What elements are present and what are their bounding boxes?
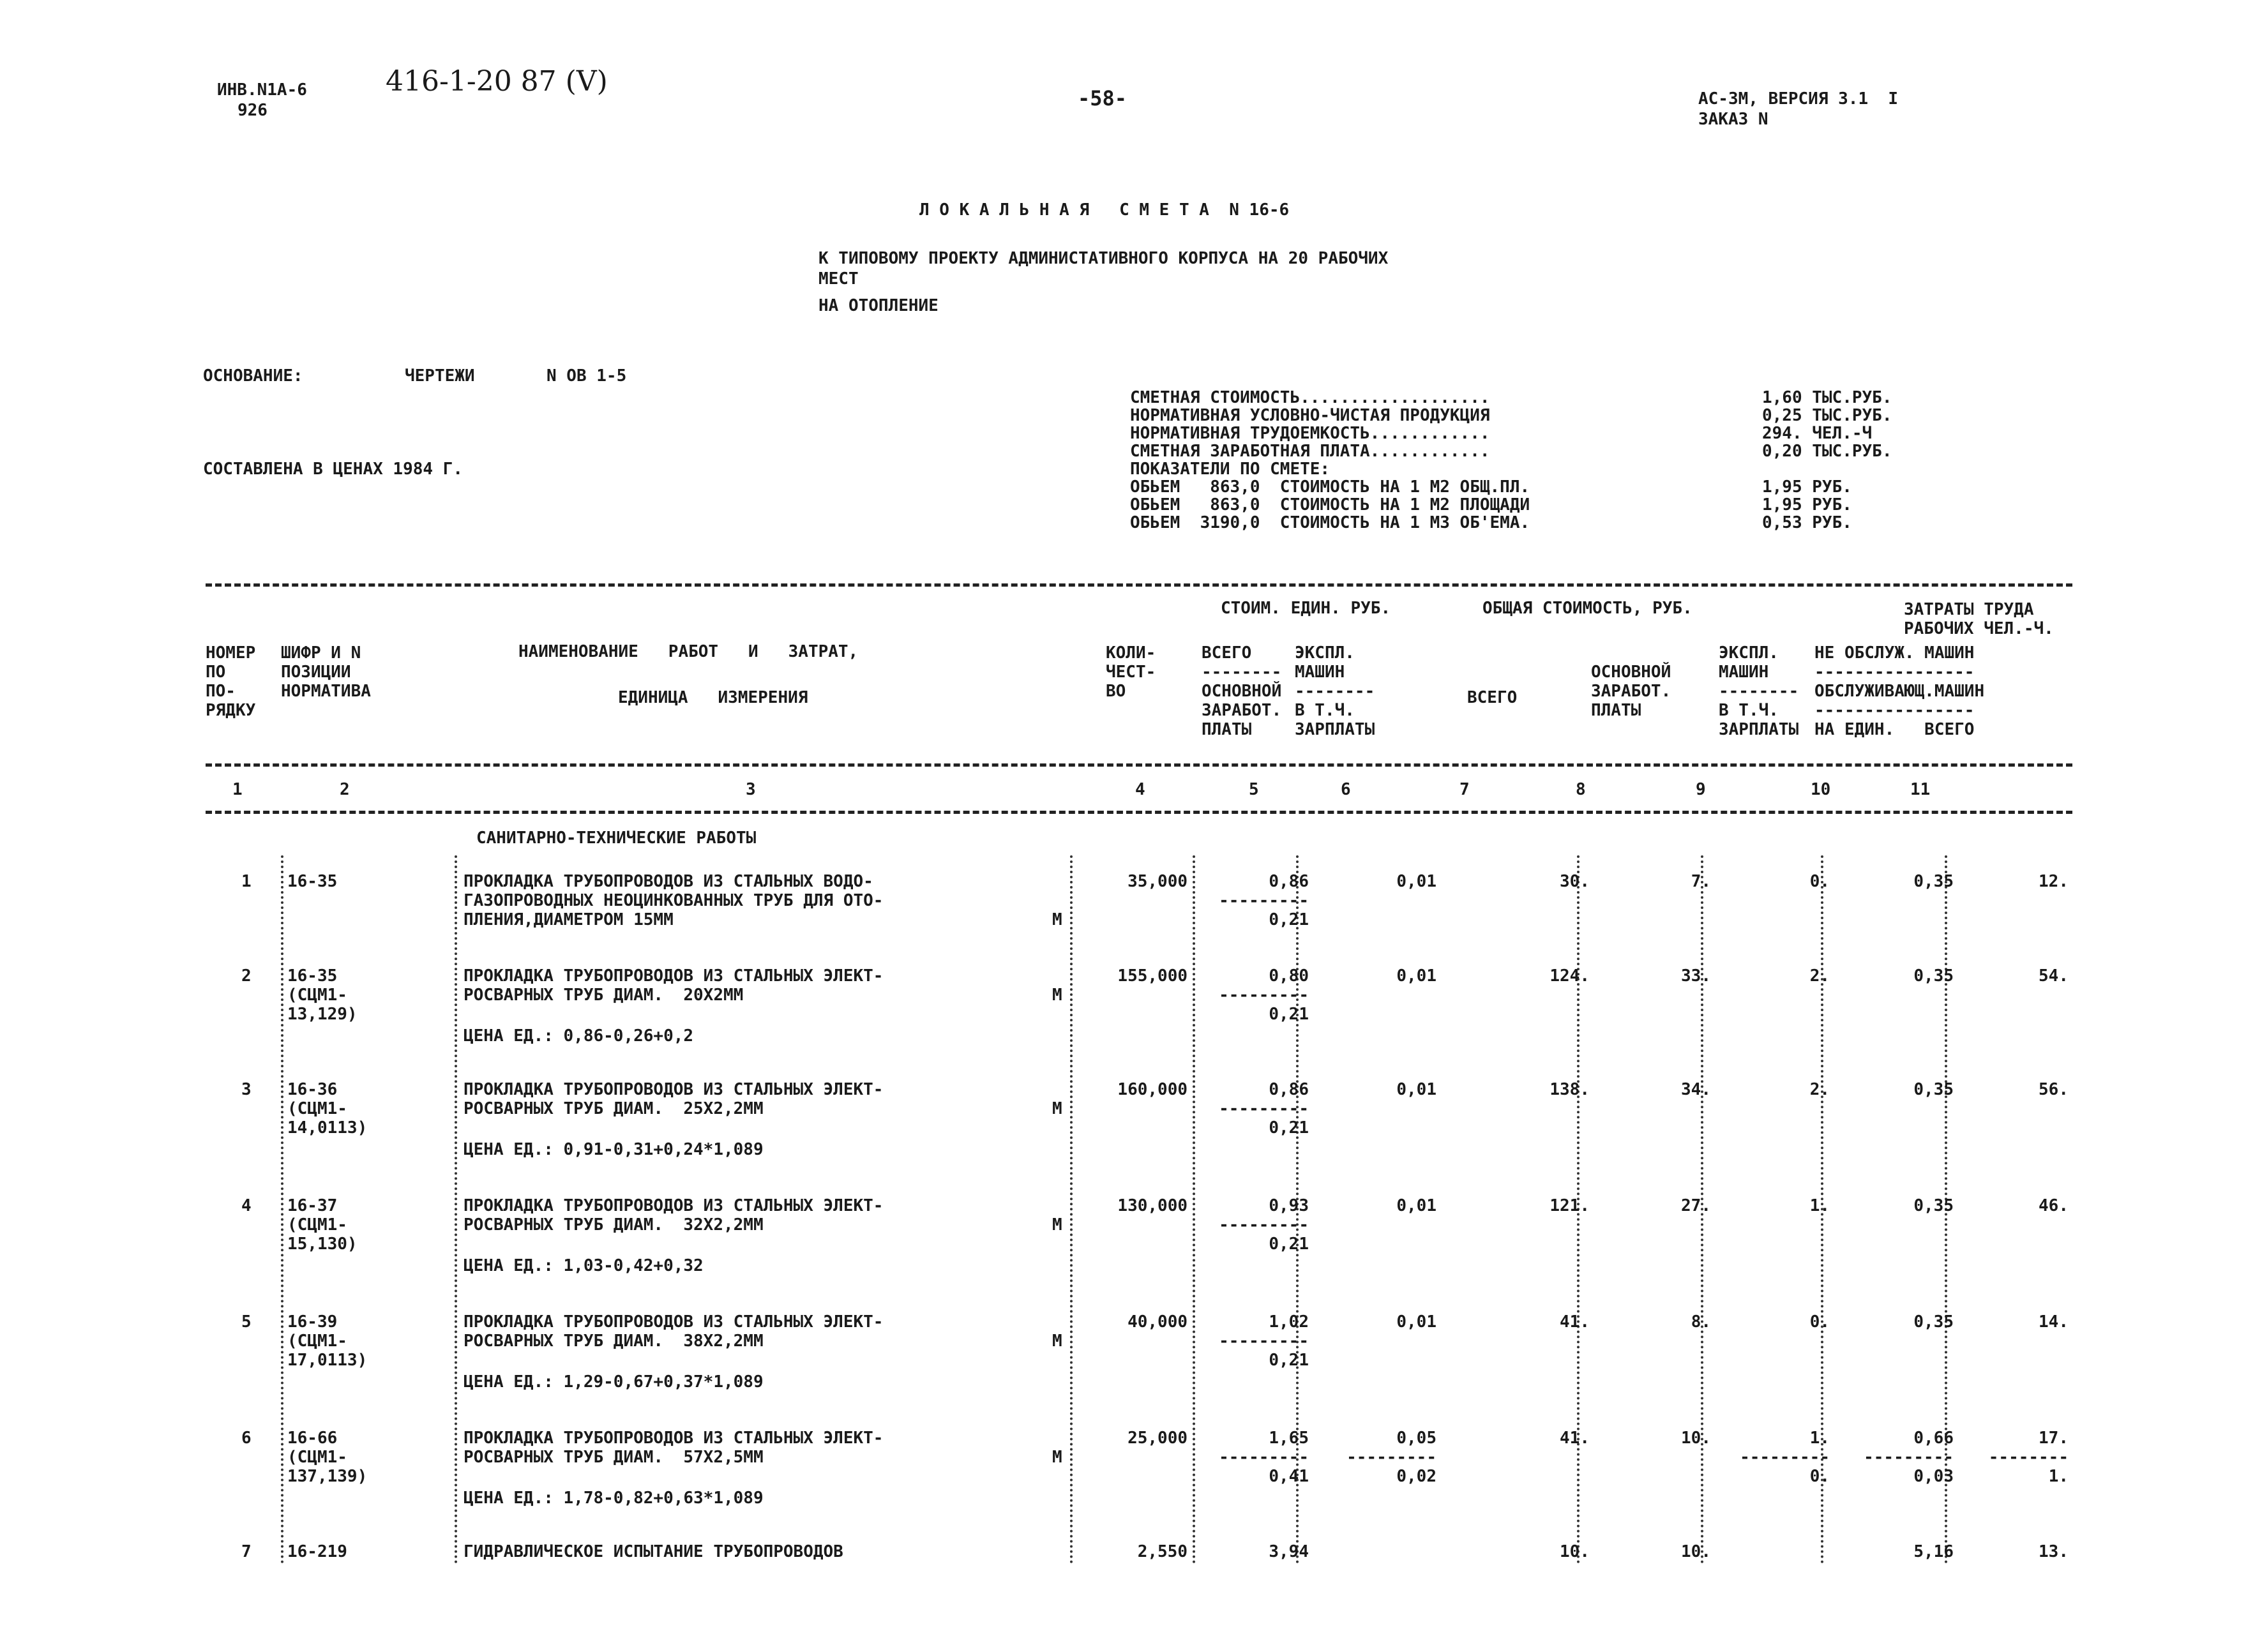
unit-sep: --------- [1219,1099,1309,1118]
table-row [0,1198,2262,1306]
header-total-cost: ОБЩАЯ СТОИМОСТЬ, РУБ. [1482,599,1693,618]
total-wages-cell: 34. [1681,1080,1711,1099]
column-number: 8 [1576,780,1586,799]
unit-machines-cell: 0,05 [1396,1429,1436,1448]
work-description: ПРОКЛАДКА ТРУБОПРОВОДОВ ИЗ СТАЛЬНЫХ ЭЛЕКТ- [464,1196,884,1215]
total-cell: 30. [1560,872,1590,891]
unit-machines-cell: 0,01 [1396,1196,1436,1215]
work-description: ПРОКЛАДКА ТРУБОПРОВОДОВ ИЗ СТАЛЬНЫХ ЭЛЕКТ- [464,966,884,986]
row-number: 3 [241,1080,252,1099]
labor-total-sep: -------- [1988,1448,2069,1467]
labor-unit-sep: --------- [1864,1448,1954,1467]
work-description: ПРОКЛАДКА ТРУБОПРОВОДОВ ИЗ СТАЛЬНЫХ ВОДО- [464,872,873,891]
total-wages-cell: 8. [1691,1312,1711,1332]
row-number: 6 [241,1429,252,1448]
work-description: РОСВАРНЫХ ТРУБ ДИАМ. 32Х2,2ММ [464,1215,764,1235]
work-description: ПЛЕНИЯ,ДИАМЕТРОМ 15ММ [464,910,674,929]
header-norm-code: ШИФР И N ПОЗИЦИИ НОРМАТИВА [281,643,371,701]
basis-drawings: ЧЕРТЕЖИ [405,366,475,386]
column-number: 2 [340,780,350,799]
labor-unit-service-cell: 0,03 [1913,1467,1954,1486]
header-total-machines: ЭКСПЛ. МАШИН -------- В Т.Ч. ЗАРПЛАТЫ [1719,643,1799,739]
summary-label: СМЕТНАЯ ЗАРАБОТНАЯ ПЛАТА............ [1130,442,1490,461]
unit-wages-cell: 0,21 [1269,910,1309,929]
header-work-name: НАИМЕНОВАНИЕ РАБОТ И ЗАТРАТ, [518,642,859,661]
summary-label: СМЕТНАЯ СТОИМОСТЬ................... [1130,388,1490,407]
header-quantity: КОЛИ- ЧЕСТ- ВО [1106,643,1156,701]
labor-total-service-cell: 1. [2048,1467,2069,1486]
norm-code: 137,139) [287,1467,368,1486]
work-unit: М [1052,910,1062,929]
header-unit-total: ВСЕГО -------- ОСНОВНОЙ ЗАРАБОТ. ПЛАТЫ [1202,643,1282,739]
handwritten-project-code: 416-1-20 87 (V) [386,65,608,98]
summary-value: 1,60 ТЫС.РУБ. [1762,388,1892,407]
work-unit: М [1052,1215,1062,1235]
labor-total-cell: 14. [2039,1312,2069,1332]
unit-total-cell: 0,86 [1269,872,1309,891]
total-machines-wages-cell: 0. [1809,1467,1830,1486]
quantity-cell: 2,550 [1137,1542,1188,1561]
unit-wages-cell: 0,21 [1269,1351,1309,1370]
column-number: 9 [1696,780,1706,799]
unit-machines-cell: 0,01 [1396,1312,1436,1332]
total-machines-cell: 1. [1809,1196,1830,1215]
basis-drawing-number: N ОВ 1-5 [547,366,627,386]
order-number: ЗАКАЗ N [1698,110,1768,129]
unit-sep: --------- [1219,891,1309,910]
column-number: 3 [746,780,756,799]
summary-label: ОБЬЕМ 863,0 СТОИМОСТЬ НА 1 М2 ПЛОЩАДИ [1130,495,1530,514]
total-cell: 121. [1549,1196,1590,1215]
table-row [0,872,2262,986]
total-wages-cell: 10. [1681,1429,1711,1448]
table-row [0,1430,2262,1538]
document-subtitle-2: МЕСТ [818,269,859,289]
norm-code: (СЦМ1- [287,986,347,1005]
total-cell: 41. [1560,1312,1590,1332]
inventory-label: ИНВ.N1А-6 [217,80,307,100]
work-description: РОСВАРНЫХ ТРУБ ДИАМ. 57Х2,5ММ [464,1448,764,1467]
header-total-wages: ОСНОВНОЙ ЗАРАБОТ. ПЛАТЫ [1591,663,1671,720]
norm-code: (СЦМ1- [287,1448,347,1467]
unit-total-cell: 0,80 [1269,966,1309,986]
labor-unit-cell: 0,35 [1913,1080,1954,1099]
work-description: РОСВАРНЫХ ТРУБ ДИАМ. 20Х2ММ [464,986,744,1005]
header-row-number: НОМЕР ПО ПО- РЯДКУ [206,643,256,720]
summary-value: 0,20 ТЫС.РУБ. [1762,442,1892,461]
unit-machines-sep: --------- [1346,1448,1436,1467]
unit-wages-cell: 0,21 [1269,1005,1309,1024]
column-number: 4 [1135,780,1145,799]
header-total-all: ВСЕГО [1467,688,1518,707]
norm-code: 13,129) [287,1005,358,1024]
summary-label: НОРМАТИВНАЯ ТРУДОЕМКОСТЬ............ [1130,424,1490,443]
labor-unit-cell: 0,35 [1913,1312,1954,1332]
column-number: 1 [232,780,243,799]
unit-total-cell: 1,65 [1269,1429,1309,1448]
header-unit-machines: ЭКСПЛ. МАШИН -------- В Т.Ч. ЗАРПЛАТЫ [1295,643,1375,739]
norm-code: 16-36 [287,1080,338,1099]
total-machines-cell: 2. [1809,1080,1830,1099]
work-unit: М [1052,986,1062,1005]
quantity-cell: 40,000 [1127,1312,1188,1332]
summary-label: НОРМАТИВНАЯ УСЛОВНО-ЧИСТАЯ ПРОДУКЦИЯ [1130,406,1490,425]
norm-code: (СЦМ1- [287,1332,347,1351]
total-machines-cell: 0. [1809,1312,1830,1332]
norm-code: 14,0113) [287,1118,368,1138]
norm-code: 16-66 [287,1429,338,1448]
work-unit: М [1052,1448,1062,1467]
header-work-unit: ЕДИНИЦА ИЗМЕРЕНИЯ [618,688,808,707]
summary-value: 0,53 РУБ. [1762,513,1852,532]
program-version: АС-ЗМ, ВЕРСИЯ 3.1 I [1698,89,1899,109]
labor-total-cell: 54. [2039,966,2069,986]
norm-code: 16-219 [287,1542,347,1561]
summary-value: 294. ЧЕЛ.-Ч [1762,424,1873,443]
unit-price-formula: ЦЕНА ЕД.: 0,86-0,26+0,2 [464,1026,694,1046]
norm-code: 16-35 [287,966,338,986]
column-number: 5 [1249,780,1259,799]
total-cell: 10. [1560,1542,1590,1561]
summary-value: 1,95 РУБ. [1762,495,1852,514]
quantity-cell: 160,000 [1117,1080,1188,1099]
unit-price-formula: ЦЕНА ЕД.: 1,29-0,67+0,37*1,089 [464,1372,764,1392]
unit-price-formula: ЦЕНА ЕД.: 1,03-0,42+0,32 [464,1256,704,1275]
work-description: РОСВАРНЫХ ТРУБ ДИАМ. 25Х2,2ММ [464,1099,764,1118]
summary-label: ПОКАЗАТЕЛИ ПО СМЕТЕ: [1130,460,1331,479]
header-unit-cost: СТОИМ. ЕДИН. РУБ. [1221,599,1391,618]
labor-unit-cell: 0,35 [1913,872,1954,891]
row-number: 2 [241,966,252,986]
header-labor: ЗАТРАТЫ ТРУДА РАБОЧИХ ЧЕЛ.-Ч. [1904,600,2054,638]
table-row [0,1081,2262,1190]
unit-wages-cell: 0,41 [1269,1467,1309,1486]
total-machines-cell: 2. [1809,966,1830,986]
labor-total-cell: 13. [2039,1542,2069,1561]
unit-sep: --------- [1219,1332,1309,1351]
norm-code: 16-35 [287,872,338,891]
labor-unit-cell: 0,35 [1913,1196,1954,1215]
work-unit: М [1052,1099,1062,1118]
unit-price-formula: ЦЕНА ЕД.: 1,78-0,82+0,63*1,089 [464,1489,764,1508]
table-row [0,1314,2262,1422]
unit-total-cell: 0,93 [1269,1196,1309,1215]
work-description: ПРОКЛАДКА ТРУБОПРОВОДОВ ИЗ СТАЛЬНЫХ ЭЛЕКТ- [464,1312,884,1332]
page-number: -58- [1078,86,1127,110]
work-description: ГИДРАВЛИЧЕСКОЕ ИСПЫТАНИЕ ТРУБОПРОВОДОВ [464,1542,843,1561]
unit-sep: --------- [1219,1448,1309,1467]
quantity-cell: 130,000 [1117,1196,1188,1215]
summary-value: 1,95 РУБ. [1762,477,1852,497]
norm-code: (СЦМ1- [287,1215,347,1235]
unit-total-cell: 0,86 [1269,1080,1309,1099]
total-wages-cell: 10. [1681,1542,1711,1561]
norm-code: 16-39 [287,1312,338,1332]
unit-price-formula: ЦЕНА ЕД.: 0,91-0,31+0,24*1,089 [464,1140,764,1159]
summary-label: ОБЬЕМ 863,0 СТОИМОСТЬ НА 1 М2 ОБЩ.ПЛ. [1130,477,1530,497]
document-subtitle-1: К ТИПОВОМУ ПРОЕКТУ АДМИНИСТАТИВНОГО КОРПУСА НА 20 РАБОЧИХ [818,249,1389,268]
work-description: РОСВАРНЫХ ТРУБ ДИАМ. 38Х2,2ММ [464,1332,764,1351]
unit-machines-cell: 0,01 [1396,966,1436,986]
work-description: ПРОКЛАДКА ТРУБОПРОВОДОВ ИЗ СТАЛЬНЫХ ЭЛЕКТ- [464,1429,884,1448]
labor-unit-cell: 0,35 [1913,966,1954,986]
inventory-number: 926 [238,101,268,120]
total-machines-cell: 1. [1809,1429,1830,1448]
document-title: Л О К А Л Ь Н А Я С М Е Т А N 16-6 [919,200,1290,220]
labor-total-cell: 56. [2039,1080,2069,1099]
column-number: 11 [1910,780,1931,799]
unit-machines-cell: 0,01 [1396,872,1436,891]
summary-value: 0,25 ТЫС.РУБ. [1762,406,1892,425]
norm-code: 17,0113) [287,1351,368,1370]
unit-machines-wages-cell: 0,02 [1396,1467,1436,1486]
labor-total-cell: 12. [2039,872,2069,891]
row-number: 1 [241,872,252,891]
quantity-cell: 155,000 [1117,966,1188,986]
total-machines-cell: 0. [1809,872,1830,891]
labor-unit-cell: 0,66 [1913,1429,1954,1448]
section-title: САНИТАРНО-ТЕХНИЧЕСКИЕ РАБОТЫ [476,829,757,848]
norm-code: (СЦМ1- [287,1099,347,1118]
unit-total-cell: 1,02 [1269,1312,1309,1332]
work-description: ГАЗОПРОВОДНЫХ НЕОЦИНКОВАННЫХ ТРУБ ДЛЯ ОТО- [464,891,884,910]
basis-label: ОСНОВАНИЕ: [203,366,303,386]
row-number: 7 [241,1542,252,1561]
document-subtitle-3: НА ОТОПЛЕНИЕ [818,296,939,315]
column-number: 7 [1459,780,1470,799]
total-wages-cell: 33. [1681,966,1711,986]
labor-total-cell: 17. [2039,1429,2069,1448]
work-unit: М [1052,1332,1062,1351]
total-cell: 41. [1560,1429,1590,1448]
row-number: 4 [241,1196,252,1215]
quantity-cell: 25,000 [1127,1429,1188,1448]
total-cell: 138. [1549,1080,1590,1099]
unit-wages-cell: 0,21 [1269,1118,1309,1138]
row-number: 5 [241,1312,252,1332]
norm-code: 15,130) [287,1235,358,1254]
work-description: ПРОКЛАДКА ТРУБОПРОВОДОВ ИЗ СТАЛЬНЫХ ЭЛЕКТ- [464,1080,884,1099]
total-wages-cell: 27. [1681,1196,1711,1215]
unit-wages-cell: 0,21 [1269,1235,1309,1254]
total-machines-sep: --------- [1740,1448,1830,1467]
summary-label: ОБЬЕМ 3190,0 СТОИМОСТЬ НА 1 М3 ОБ'ЕМА. [1130,513,1530,532]
unit-machines-cell: 0,01 [1396,1080,1436,1099]
norm-code: 16-37 [287,1196,338,1215]
labor-total-cell: 46. [2039,1196,2069,1215]
table-row [0,968,2262,1076]
unit-sep: --------- [1219,1215,1309,1235]
price-basis: СОСТАВЛЕНА В ЦЕНАХ 1984 Г. [203,460,463,479]
column-number: 10 [1811,780,1831,799]
total-wages-cell: 7. [1691,872,1711,891]
column-number: 6 [1341,780,1351,799]
quantity-cell: 35,000 [1127,872,1188,891]
header-labor-sub: НЕ ОБСЛУЖ. МАШИН ---------------- ОБСЛУЖИВАЮЩ.МАШИН ---------------- НА ЕДИН. ВСЕГО [1814,643,1985,739]
labor-unit-cell: 5,16 [1913,1542,1954,1561]
total-cell: 124. [1549,966,1590,986]
unit-total-cell: 3,94 [1269,1542,1309,1561]
unit-sep: --------- [1219,986,1309,1005]
